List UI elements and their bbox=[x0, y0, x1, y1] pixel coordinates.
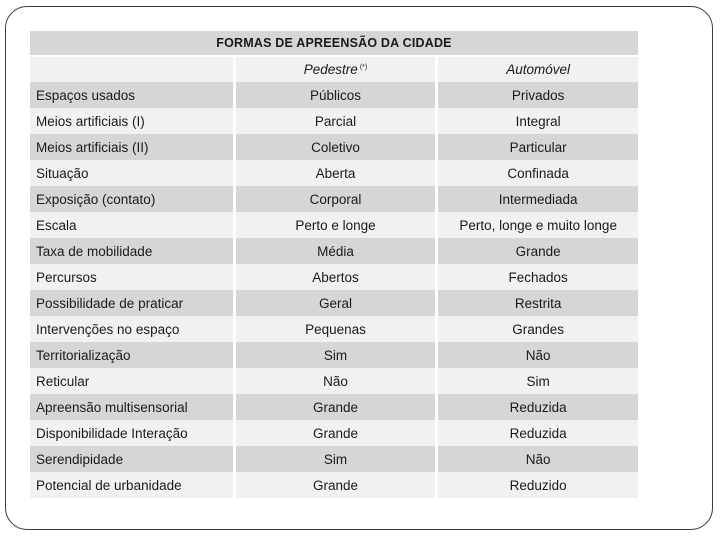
row-label: Potencial de urbanidade bbox=[30, 472, 233, 498]
row-label: Disponibilidade Interação bbox=[30, 420, 233, 446]
row-label: Situação bbox=[30, 160, 233, 186]
table-row bbox=[30, 238, 638, 264]
row-pedestre-value: Perto e longe bbox=[233, 212, 436, 238]
row-pedestre-value: Não bbox=[233, 368, 436, 394]
row-pedestre-value: Públicos bbox=[233, 82, 436, 108]
row-pedestre-value: Parcial bbox=[233, 108, 436, 134]
table-row bbox=[30, 342, 638, 368]
row-label: Intervenções no espaço bbox=[30, 316, 233, 342]
table-title: FORMAS DE APREENSÃO DA CIDADE bbox=[30, 31, 638, 57]
table-row bbox=[30, 472, 638, 498]
table-row bbox=[30, 160, 638, 186]
row-label: Espaços usados bbox=[30, 82, 233, 108]
row-label: Escala bbox=[30, 212, 233, 238]
table-row bbox=[30, 108, 638, 134]
row-pedestre-value: Grande bbox=[233, 420, 436, 446]
row-label: Meios artificiais (II) bbox=[30, 134, 233, 160]
row-pedestre-value: Pequenas bbox=[233, 316, 436, 342]
row-automovel-value: Privados bbox=[435, 82, 638, 108]
table-title-row bbox=[30, 31, 638, 57]
table-row bbox=[30, 394, 638, 420]
row-automovel-value: Reduzida bbox=[435, 394, 638, 420]
row-label: Exposição (contato) bbox=[30, 186, 233, 212]
header-automovel: Automóvel bbox=[435, 57, 638, 82]
row-pedestre-value: Coletivo bbox=[233, 134, 436, 160]
row-automovel-value: Grandes bbox=[435, 316, 638, 342]
row-label: Percursos bbox=[30, 264, 233, 290]
row-automovel-value: Confinada bbox=[435, 160, 638, 186]
row-pedestre-value: Grande bbox=[233, 472, 436, 498]
row-pedestre-value: Sim bbox=[233, 342, 436, 368]
table-row bbox=[30, 212, 638, 238]
row-label: Meios artificiais (I) bbox=[30, 108, 233, 134]
row-pedestre-value: Abertos bbox=[233, 264, 436, 290]
row-automovel-value: Particular bbox=[435, 134, 638, 160]
slide-frame bbox=[5, 6, 713, 530]
row-automovel-value: Reduzida bbox=[435, 420, 638, 446]
row-automovel-value: Sim bbox=[435, 368, 638, 394]
table-header-row bbox=[30, 57, 638, 82]
header-pedestre-note: (*) bbox=[359, 63, 368, 71]
table-row bbox=[30, 264, 638, 290]
comparison-table bbox=[30, 31, 638, 498]
comparison-table-container bbox=[30, 31, 638, 498]
row-automovel-value: Perto, longe e muito longe bbox=[435, 212, 638, 238]
table-row bbox=[30, 420, 638, 446]
table-row bbox=[30, 290, 638, 316]
row-automovel-value: Restrita bbox=[435, 290, 638, 316]
table-row bbox=[30, 316, 638, 342]
row-automovel-value: Não bbox=[435, 342, 638, 368]
row-automovel-value: Grande bbox=[435, 238, 638, 264]
row-label: Serendipidade bbox=[30, 446, 233, 472]
row-pedestre-value: Sim bbox=[233, 446, 436, 472]
row-label: Apreensão multisensorial bbox=[30, 394, 233, 420]
row-automovel-value: Reduzido bbox=[435, 472, 638, 498]
row-automovel-value: Fechados bbox=[435, 264, 638, 290]
table-row bbox=[30, 186, 638, 212]
table-row bbox=[30, 82, 638, 108]
table-row bbox=[30, 368, 638, 394]
header-empty-cell bbox=[30, 57, 233, 82]
header-pedestre bbox=[233, 57, 436, 82]
row-automovel-value: Não bbox=[435, 446, 638, 472]
row-pedestre-value: Média bbox=[233, 238, 436, 264]
row-pedestre-value: Geral bbox=[233, 290, 436, 316]
row-automovel-value: Integral bbox=[435, 108, 638, 134]
row-pedestre-value: Grande bbox=[233, 394, 436, 420]
row-automovel-value: Intermediada bbox=[435, 186, 638, 212]
table-row bbox=[30, 134, 638, 160]
table-row bbox=[30, 446, 638, 472]
row-pedestre-value: Corporal bbox=[233, 186, 436, 212]
row-label: Taxa de mobilidade bbox=[30, 238, 233, 264]
header-pedestre-label: Pedestre bbox=[303, 62, 358, 77]
row-pedestre-value: Aberta bbox=[233, 160, 436, 186]
row-label: Territorialização bbox=[30, 342, 233, 368]
row-label: Possibilidade de praticar bbox=[30, 290, 233, 316]
row-label: Reticular bbox=[30, 368, 233, 394]
